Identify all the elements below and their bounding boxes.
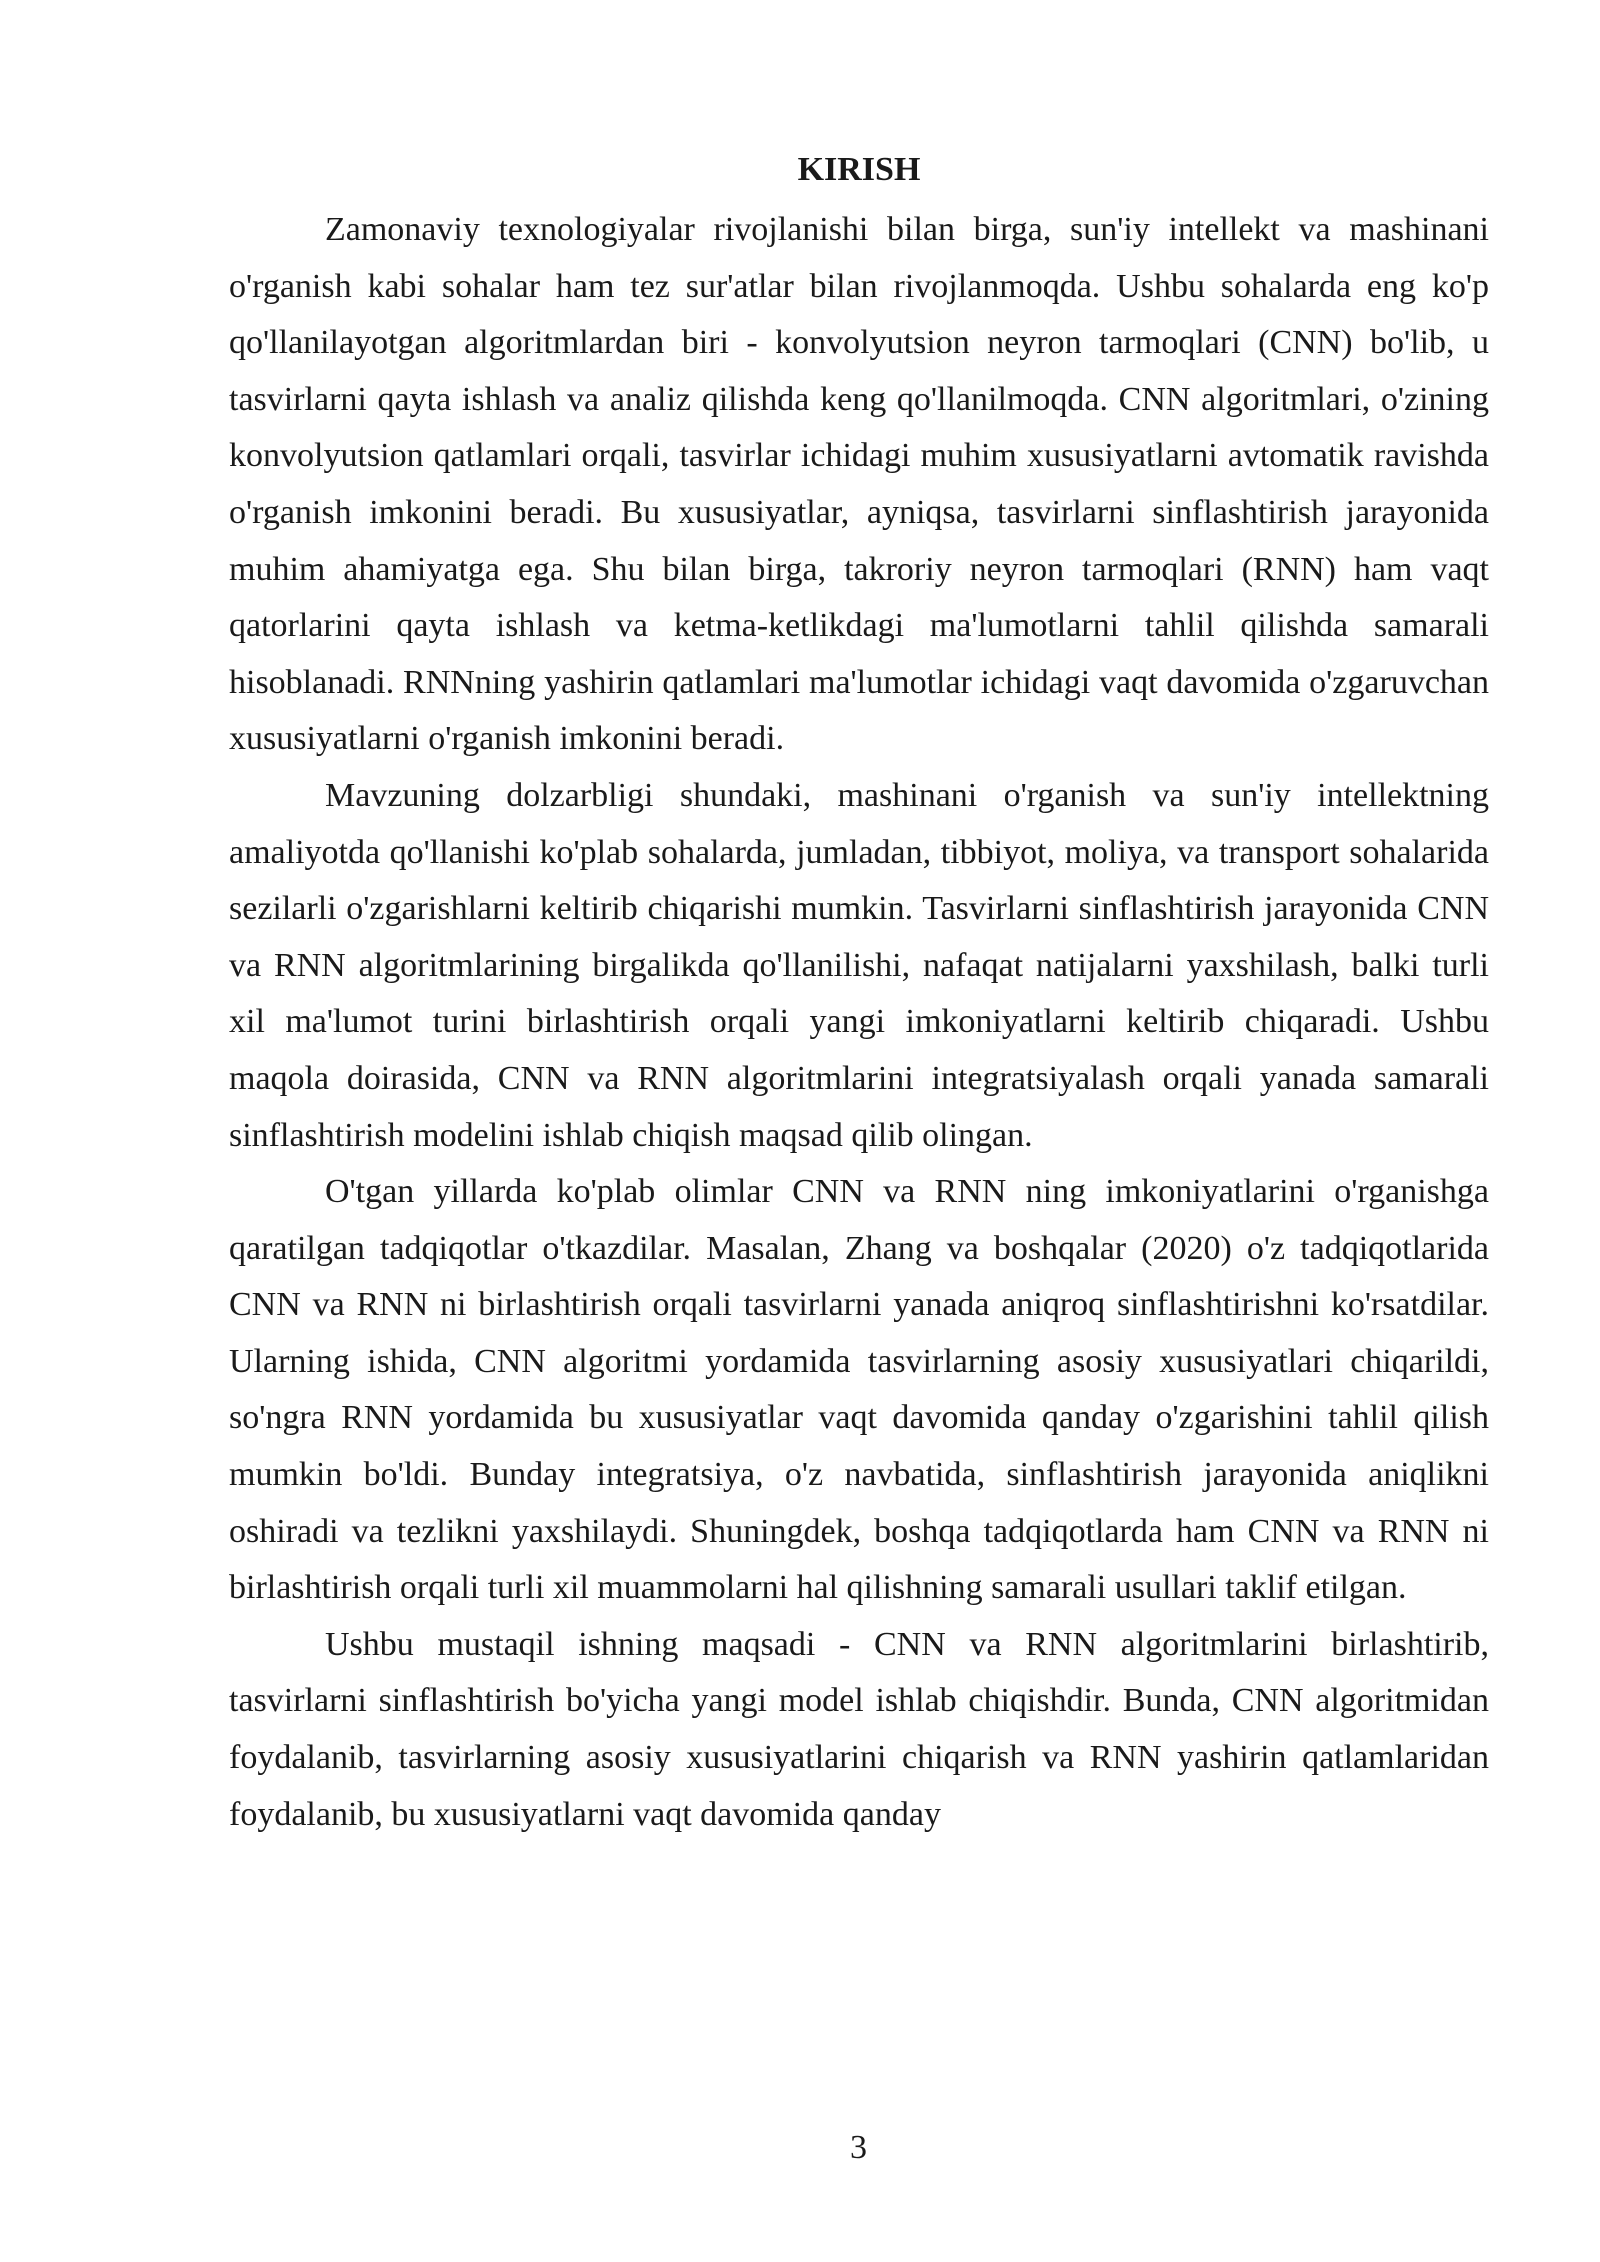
paragraph-1: Zamonaviy texnologiyalar rivojlanishi bilan birga, sun'iy intellekt va mashinani o'rganish kabi sohalar ham tez sur'atlar bilan rivojlanmoqda. Ushbu sohalarda eng ko'p qo'llanilayotgan algoritmlardan biri - konvolyutsion neyron tarmoqlari (CNN) bo'lib, u tasvirlarni qayta ishlash va analiz qilishda keng qo'llanilmoqda. CNN algoritmlari, o'zining konvolyutsion qatlamlari orqali, tasvirlar ichidagi muhim xususiyatlarni avtomatik ravishda o'rganish imkonini beradi. Bu xususiyatlar, ayniqsa, tasvirlarni sinflashtirish jarayonida muhim ahamiyatga ega. Shu bilan birga, takroriy neyron tarmoqlari (RNN) ham vaqt qatorlarini qayta ishlash va ketma-ketlikdagi ma'lumotlarni tahlil qilishda samarali hisoblanadi. RNNning yashirin qatlamlari ma'lumotlar ichidagi vaqt davomida o'zgaruvchan xususiyatlarni o'rganish imkonini beradi. — [229, 211, 1489, 758]
paragraph-4: Ushbu mustaqil ishning maqsadi - CNN va RNN algoritmlarini birlashtirib, tasvirlarni sinflashtirish bo'yicha yangi model ishlab chiqishdir. Bunda, CNN algoritmidan foydalanib, tasvirlarning asosiy xususiyatlarini chiqarish va RNN yashirin qatlamlaridan foydalanib, bu xususiyatlarni vaqt davomida qanday — [229, 1625, 1489, 1833]
section-title: KIRISH — [797, 151, 921, 188]
paragraph-3: O'tgan yillarda ko'plab olimlar CNN va RNN ning imkoniyatlarini o'rganishga qaratilgan tadqiqotlar o'tkazdilar. Masalan, Zhang va boshqalar (2020) o'z tadqiqotlarida CNN va RNN ni birlashtirish orqali tasvirlarni yanada aniqroq sinflashtirishni ko'rsatdilar. Ularning ishida, CNN algoritmi yordamida tasvirlarning asosiy xususiyatlari chiqarildi, so'ngra RNN yordamida bu xususiyatlar vaqt davomida qanday o'zgarishini tahlil qilish mumkin bo'ldi. Bunday integratsiya, o'z navbatida, sinflashtirish jarayonida aniqlikni oshiradi va tezlikni yaxshilaydi. Shuningdek, boshqa tadqiqotlarda ham CNN va RNN ni birlashtirish orqali turli xil muammolarni hal qilishning samarali usullari taklif etilgan. — [229, 1173, 1489, 1607]
paragraph-2: Mavzuning dolzarbligi shundaki, mashinani o'rganish va sun'iy intellektning amaliyotda qo'llanishi ko'plab sohalarda, jumladan, tibbiyot, moliya, va transport sohalarida sezilarli o'zgarishlarni keltirib chiqarishi mumkin. Tasvirlarni sinflashtirish jarayonida CNN va RNN algoritmlarining birgalikda qo'llanilishi, nafaqat natijalarni yaxshilash, balki turli xil ma'lumot turini birlashtirish orqali yangi imkoniyatlarni keltirib chiqaradi. Ushbu maqola doirasida, CNN va RNN algoritmlarini integratsiyalash orqali yanada samarali sinflashtirish modelini ishlab chiqish maqsad qilib olingan. — [229, 776, 1489, 1154]
document-page — [229, 150, 1489, 1843]
page-number: 3 — [850, 2129, 867, 2166]
